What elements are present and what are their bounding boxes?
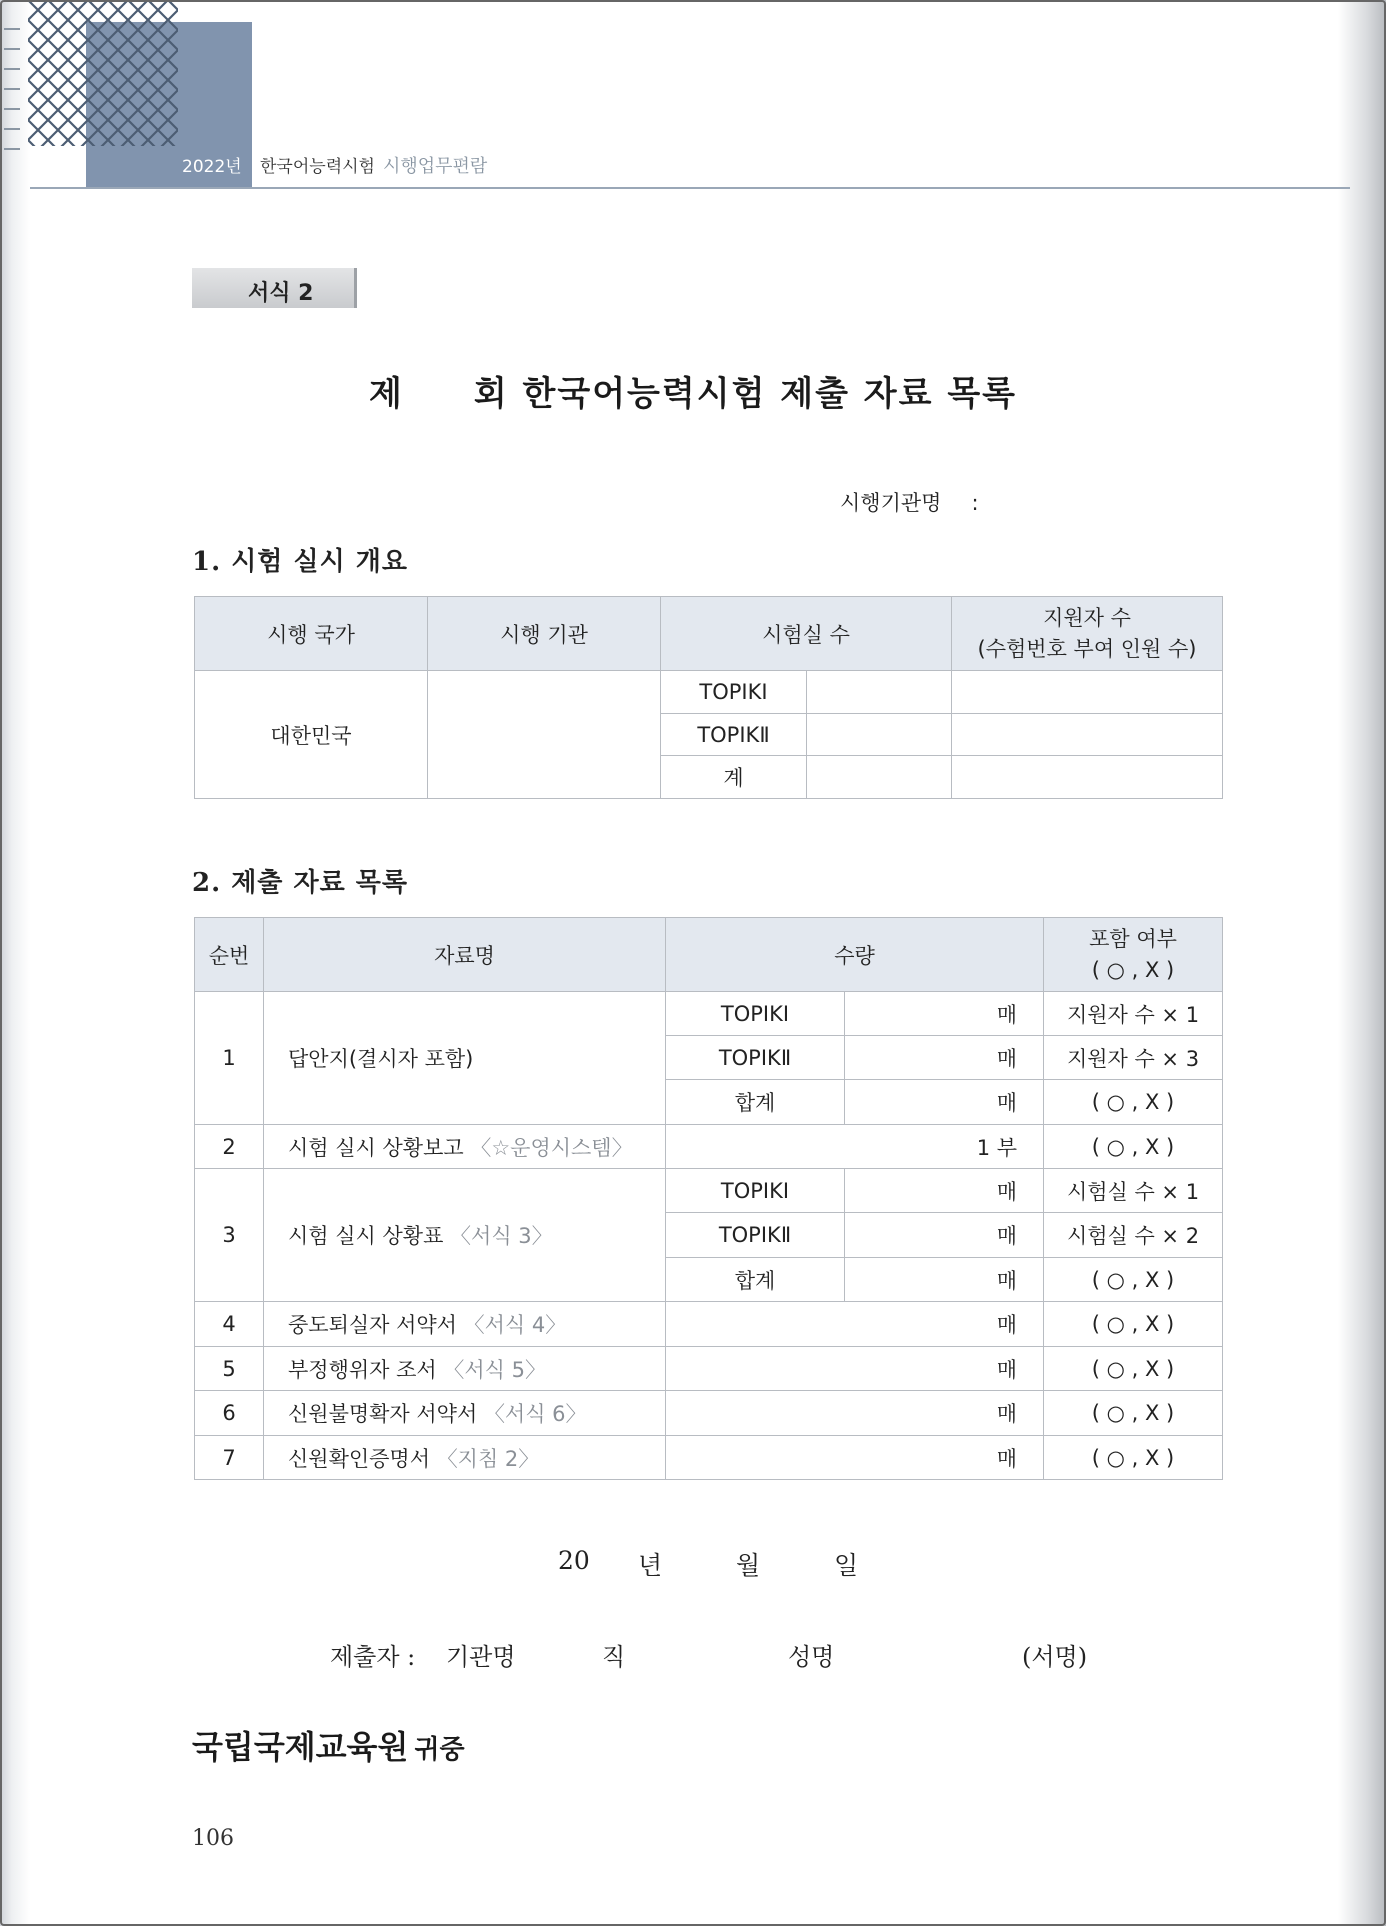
item-level: TOPIKⅡ bbox=[666, 1036, 845, 1080]
signature-label: (서명) bbox=[1022, 1643, 1088, 1671]
item-quantity[interactable]: 매 bbox=[666, 1347, 1044, 1391]
item-inclusion[interactable]: ( ○ , X ) bbox=[1044, 1125, 1223, 1169]
col-header-no: 순번 bbox=[195, 918, 264, 992]
item-number: 5 bbox=[195, 1347, 264, 1391]
agency-colon: : bbox=[971, 491, 979, 515]
inclusion-header-line1: 포함 여부 bbox=[1089, 926, 1177, 951]
item-name-text: 시험 실시 상황보고 bbox=[288, 1135, 471, 1160]
date-day-label: 일 bbox=[834, 1551, 859, 1580]
item-name-text: 신원확인증명서 bbox=[288, 1446, 437, 1471]
col-header-name: 자료명 bbox=[264, 918, 666, 992]
item-quantity[interactable]: 매 bbox=[845, 1169, 1044, 1213]
item-inclusion[interactable]: ( ○ , X ) bbox=[1044, 1080, 1223, 1125]
item-inclusion[interactable]: ( ○ , X ) bbox=[1044, 1258, 1223, 1302]
item-number: 2 bbox=[195, 1125, 264, 1169]
item-inclusion: 시험실 수 × 1 bbox=[1044, 1169, 1223, 1213]
item-quantity[interactable]: 매 bbox=[666, 1391, 1044, 1436]
level-cell: 계 bbox=[661, 756, 807, 799]
item-quantity[interactable]: 매 bbox=[666, 1436, 1044, 1480]
item-number: 7 bbox=[195, 1436, 264, 1480]
item-quantity[interactable]: 매 bbox=[845, 1080, 1044, 1125]
item-inclusion: 시험실 수 × 2 bbox=[1044, 1213, 1223, 1258]
col-header-rooms: 시험실 수 bbox=[661, 597, 952, 671]
item-inclusion: 지원자 수 × 1 bbox=[1044, 992, 1223, 1036]
item-quantity[interactable]: 매 bbox=[845, 1258, 1044, 1302]
applicants-header-line1: 지원자 수 bbox=[1043, 605, 1131, 630]
item-inclusion[interactable]: ( ○ , X ) bbox=[1044, 1302, 1223, 1347]
col-header-country: 시행 국가 bbox=[195, 597, 428, 671]
recipient-name: 국립국제교육원 bbox=[192, 1728, 409, 1766]
item-level: TOPIKⅡ bbox=[666, 1213, 845, 1258]
title-prefix: 제 bbox=[368, 374, 404, 414]
item-inclusion: 지원자 수 × 3 bbox=[1044, 1036, 1223, 1080]
item-level: TOPIKⅠ bbox=[666, 992, 845, 1036]
submitter-label: 제출자 : bbox=[330, 1643, 416, 1671]
item-inclusion[interactable]: ( ○ , X ) bbox=[1044, 1391, 1223, 1436]
level-cell: TOPIKⅠ bbox=[661, 671, 807, 714]
inclusion-header-line2: ( ○ , X ) bbox=[1091, 957, 1175, 982]
item-reference: 〈서식 5〉 bbox=[443, 1357, 546, 1382]
form-number-label: 서식 2 bbox=[248, 281, 314, 306]
header-year: 2022년 bbox=[182, 157, 242, 177]
item-level: 합계 bbox=[666, 1080, 845, 1125]
item-number: 3 bbox=[195, 1169, 264, 1302]
item-quantity[interactable]: 매 bbox=[845, 992, 1044, 1036]
item-quantity[interactable]: 1 부 bbox=[666, 1125, 1044, 1169]
date-month-label: 월 bbox=[736, 1551, 761, 1580]
item-level: TOPIKⅠ bbox=[666, 1169, 845, 1213]
item-name-text: 시험 실시 상황표 bbox=[288, 1224, 451, 1248]
item-name-text: 부정행위자 조서 bbox=[288, 1357, 444, 1382]
item-name-text: 신원불명확자 서약서 bbox=[288, 1402, 484, 1426]
item-inclusion[interactable]: ( ○ , X ) bbox=[1044, 1436, 1223, 1480]
item-reference: 〈지침 2〉 bbox=[436, 1446, 540, 1471]
item-number: 6 bbox=[195, 1391, 264, 1436]
item-reference: 〈서식 4〉 bbox=[463, 1313, 567, 1337]
item-name-text: 중도퇴실자 서약서 bbox=[288, 1313, 464, 1337]
date-year-label: 년 bbox=[638, 1551, 663, 1580]
item-reference: 〈☆운영시스템〉 bbox=[470, 1135, 633, 1160]
col-header-agency: 시행 기관 bbox=[428, 597, 661, 671]
recipient-suffix: 귀중 bbox=[414, 1735, 465, 1765]
header-subtitle: 시행업무편람 bbox=[382, 156, 488, 177]
item-inclusion[interactable]: ( ○ , X ) bbox=[1044, 1347, 1223, 1391]
item-level: 합계 bbox=[666, 1258, 845, 1302]
item-reference: 〈서식 3〉 bbox=[450, 1224, 553, 1248]
date-century: 20 bbox=[558, 1546, 590, 1575]
item-quantity[interactable]: 매 bbox=[845, 1213, 1044, 1258]
section-2-title: 2. 제출 자료 목록 bbox=[192, 868, 408, 898]
item-number: 1 bbox=[195, 992, 264, 1125]
item-number: 4 bbox=[195, 1302, 264, 1347]
header-title-main: 한국어능력시험 bbox=[260, 157, 375, 177]
org-label: 기관명 bbox=[446, 1643, 516, 1671]
item-quantity[interactable]: 매 bbox=[666, 1302, 1044, 1347]
title-main: 회 한국어능력시험 제출 자료 목록 bbox=[473, 374, 1018, 414]
section-1-title: 1. 시험 실시 개요 bbox=[192, 547, 408, 577]
position-label: 직 bbox=[602, 1643, 626, 1671]
item-quantity[interactable]: 매 bbox=[845, 1036, 1044, 1080]
col-header-qty: 수량 bbox=[666, 918, 1044, 992]
page-number: 106 bbox=[192, 1826, 234, 1851]
name-label: 성명 bbox=[788, 1643, 835, 1671]
agency-label: 시행기관명 bbox=[840, 491, 942, 515]
level-cell: TOPIKⅡ bbox=[661, 714, 807, 756]
applicants-header-line2: (수험번호 부여 인원 수) bbox=[977, 636, 1197, 661]
item-reference: 〈서식 6〉 bbox=[483, 1402, 587, 1426]
item-name-text: 답안지(결시자 포함) bbox=[288, 1047, 474, 1071]
country-cell: 대한민국 bbox=[195, 671, 428, 799]
